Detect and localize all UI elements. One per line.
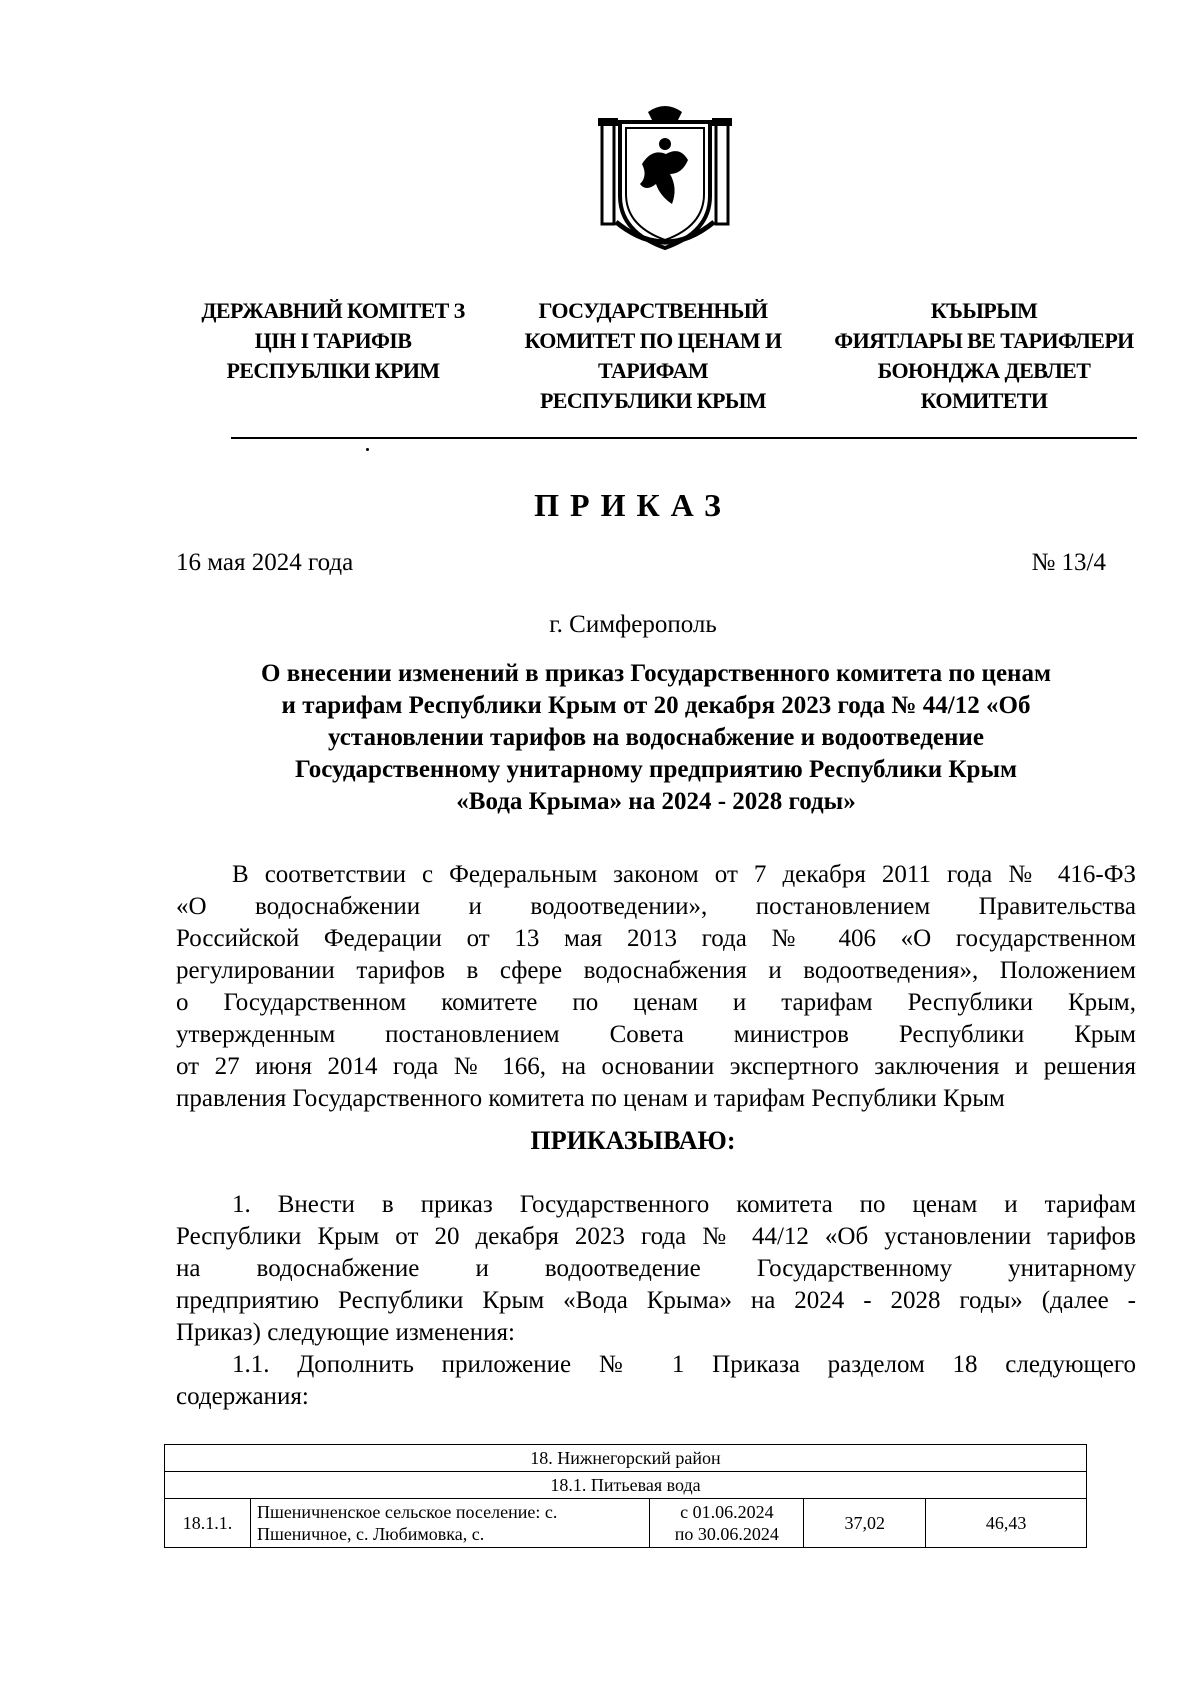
header-right-line: БОЮНДЖА ДЕВЛЕТ	[877, 358, 1091, 383]
row-period-cell	[650, 1499, 804, 1548]
table-section-row	[165, 1445, 1087, 1472]
header-right-line: КЪЫРЫМ	[930, 298, 1038, 323]
header-mid-line: ТАРИФАМ	[598, 358, 708, 383]
subject-line: «Вода Крыма» на 2024 - 2028 годы»	[456, 788, 856, 815]
document-number: № 13/4	[1031, 549, 1106, 576]
header-mid-line: ГОСУДАРСТВЕННЫЙ	[538, 298, 768, 323]
header-divider	[231, 437, 1137, 439]
preamble-paragraph	[176, 859, 1136, 1115]
row-value-2-cell: 46,43	[926, 1499, 1087, 1548]
document-title: ПРИКАЗ	[534, 487, 732, 523]
header-left-line: РЕСПУБЛІКИ КРИМ	[226, 358, 440, 383]
table-subsection-row	[165, 1472, 1087, 1499]
document-city: г. Симферополь	[549, 611, 717, 638]
item-1-line: 1. Внести в приказ Государственного комитета по ценам и тарифам	[232, 1191, 1136, 1218]
header-right-line: КОМИТЕТИ	[920, 388, 1048, 413]
order-directive: ПРИКАЗЫВАЮ:	[530, 1126, 736, 1155]
row-period-line: с 01.06.2024	[680, 1502, 774, 1522]
header-crimean-tatar	[826, 296, 1142, 416]
header-mid-line: РЕСПУБЛИКИ КРЫМ	[539, 388, 767, 413]
row-name-line: Пшеничненское сельское поселение: с.	[256, 1502, 558, 1522]
header-right-line: ФИЯТЛАРЫ ВЕ ТАРИФЛЕРИ	[834, 328, 1134, 353]
header-mid-line: КОМИТЕТ ПО ЦЕНАМ И	[524, 328, 782, 353]
table-section-cell: 18. Нижнегорский район	[165, 1445, 1087, 1472]
item-1-1-line: содержания:	[176, 1383, 309, 1410]
preamble-line: Российской Федерации от 13 мая 2013 года № 406 «О государственном	[176, 925, 1136, 952]
subject-line: О внесении изменений в приказ Государственного комитета по ценам	[261, 660, 1051, 687]
preamble-line: о Государственном комитете по ценам и тарифам Республики Крым,	[176, 989, 1136, 1016]
header-russian	[508, 296, 798, 416]
preamble-line: правления Государственного комитета по ценам и тарифам Республики Крым	[176, 1085, 1005, 1112]
table-row	[165, 1499, 1087, 1548]
preamble-line: утвержденным постановлением Совета министров Республики Крым	[176, 1021, 1136, 1048]
scan-dot	[366, 448, 369, 451]
row-period-line: по 30.06.2024	[674, 1524, 779, 1544]
header-left-line: ДЕРЖАВНИЙ КОМІТЕТ З	[201, 298, 465, 323]
row-name-cell	[250, 1499, 649, 1548]
item-1-line: предприятию Республики Крым «Вода Крыма» на 2024 - 2028 годы» (далее -	[176, 1287, 1136, 1314]
item-1-paragraph	[176, 1189, 1136, 1413]
preamble-line: «О водоснабжении и водоотведении», постановлением Правительства	[176, 893, 1136, 920]
preamble-line: от 27 июня 2014 года № 166, на основании экспертного заключения и решения	[176, 1053, 1136, 1080]
table-subsection-cell: 18.1. Питьевая вода	[165, 1472, 1087, 1499]
header-ukrainian	[183, 296, 483, 386]
preamble-line: В соответствии с Федеральным законом от 7 декабря 2011 года № 416-ФЗ	[232, 861, 1136, 888]
tariff-table	[164, 1444, 1087, 1548]
item-1-line: на водоснабжение и водоотведение Государственному унитарному	[176, 1255, 1136, 1282]
document-subject	[176, 658, 1136, 818]
item-1-1-line: 1.1. Дополнить приложение № 1 Приказа разделом 18 следующего	[232, 1351, 1136, 1378]
coat-of-arms-emblem	[596, 104, 734, 254]
row-value-1-cell: 37,02	[804, 1499, 926, 1548]
row-name-line: Пшеничное, с. Любимовка, с.	[256, 1524, 485, 1544]
document-date: 16 мая 2024 года	[176, 549, 354, 576]
subject-line: и тарифам Республики Крым от 20 декабря 2023 года № 44/12 «Об	[281, 692, 1031, 719]
subject-line: установлении тарифов на водоснабжение и водоотведение	[328, 724, 984, 751]
header-left-line: ЦІН І ТАРИФІВ	[254, 328, 412, 353]
preamble-line: регулировании тарифов в сфере водоснабжения и водоотведения», Положением	[176, 957, 1136, 984]
item-1-line: Приказ) следующие изменения:	[176, 1319, 515, 1346]
subject-line: Государственному унитарному предприятию Республики Крым	[295, 756, 1017, 783]
row-code-cell: 18.1.1.	[165, 1499, 251, 1548]
item-1-line: Республики Крым от 20 декабря 2023 года № 44/12 «Об установлении тарифов	[176, 1223, 1136, 1250]
